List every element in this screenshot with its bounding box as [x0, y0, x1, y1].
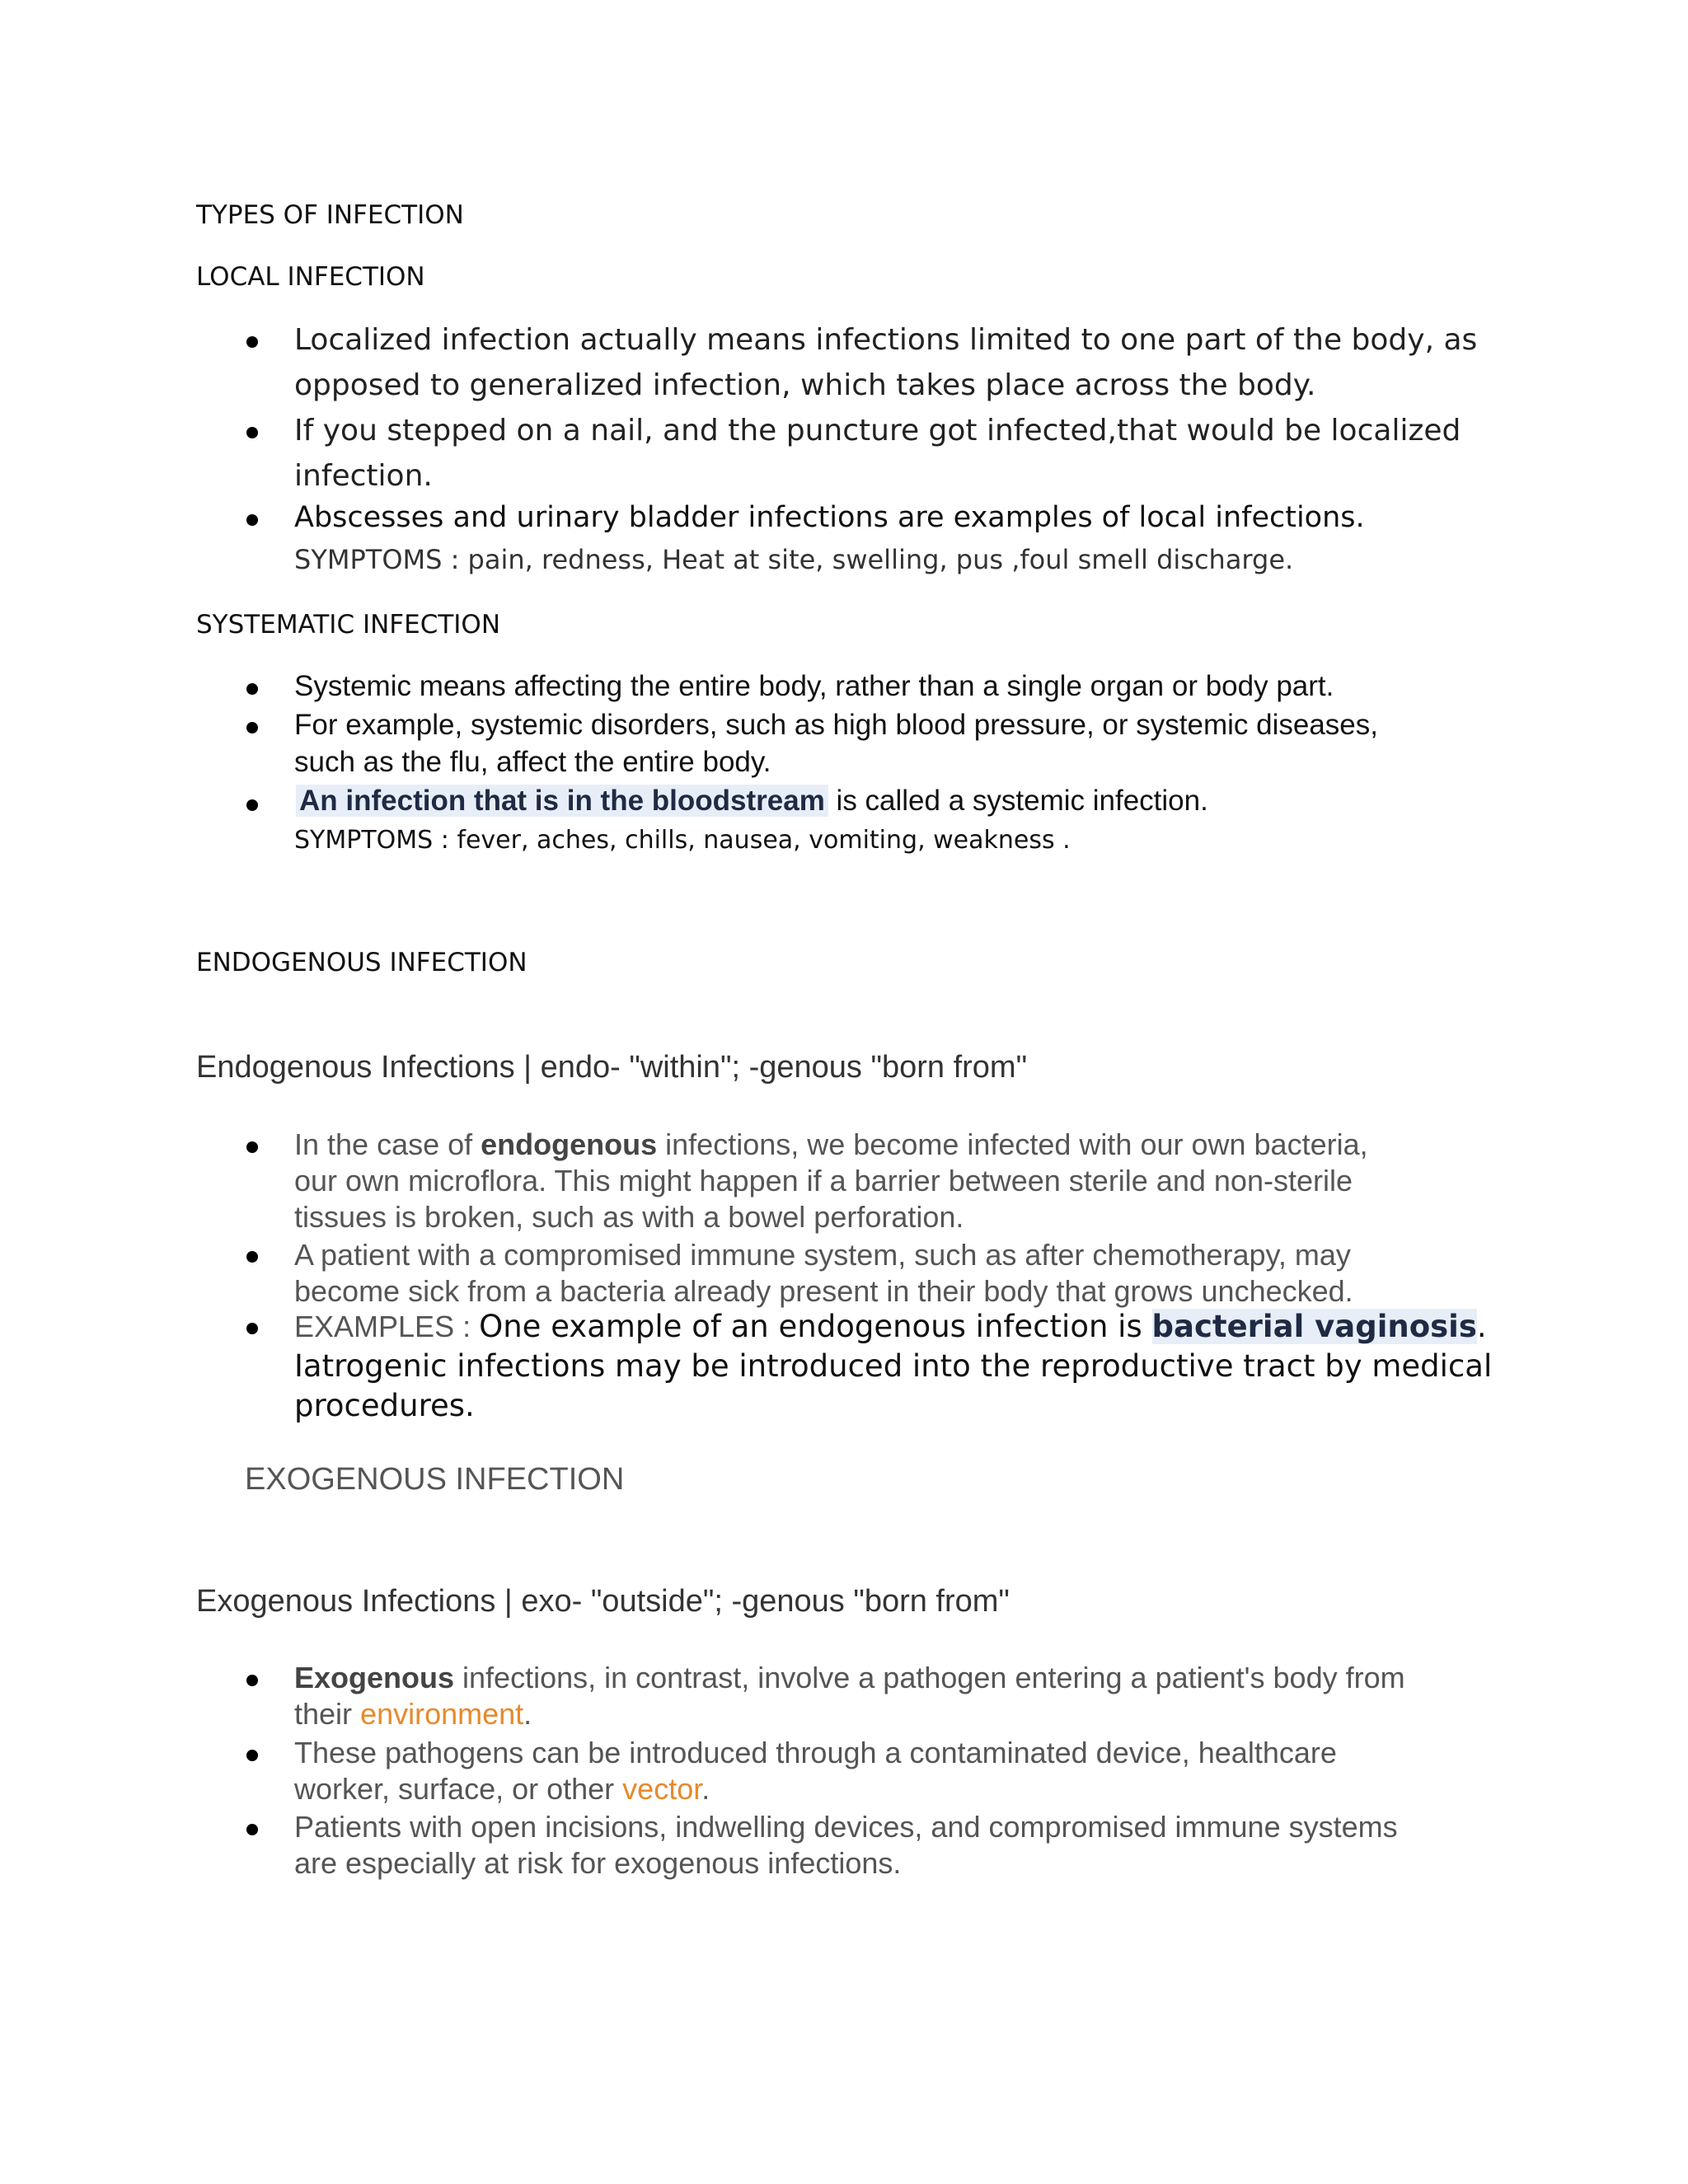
exogenous-bullet-2-line-1: These pathogens can be introduced through a contaminated device, healthcare: [294, 1736, 1337, 1769]
bullet-dot: [246, 1750, 258, 1761]
endogenous-title: Endogenous Infections | endo- "within"; -genous "born from": [196, 1050, 1028, 1085]
bullet-dot: [246, 427, 258, 438]
exogenous-title: Exogenous Infections | exo- "outside"; -genous "born from": [196, 1584, 1010, 1619]
exogenous-bullet-3-line-2: are especially at risk for exogenous infections.: [294, 1846, 902, 1880]
local-bullet-2-line-1: If you stepped on a nail, and the puncture got infected,that would be localized: [294, 414, 1461, 448]
vector-link[interactable]: vector: [622, 1772, 702, 1806]
endogenous-bullet-1-line-3: tissues is broken, such as with a bowel perforation.: [294, 1200, 964, 1234]
exogenous-b1-post: infections, in contrast, involve a pathogen entering a patient's body from: [454, 1661, 1405, 1694]
exogenous-b1-l2-pre: their: [294, 1697, 361, 1731]
endogenous-b1-post: infections, we become infected with our own bacteria,: [657, 1127, 1368, 1161]
systematic-symptoms: SYMPTOMS : fever, aches, chills, nausea, vomiting, weakness .: [294, 826, 1071, 855]
bullet-dot: [246, 1251, 258, 1263]
exogenous-bullet-1-line-1: [294, 1661, 1405, 1695]
environment-link[interactable]: environment: [360, 1697, 524, 1731]
exogenous-b2-l2-pre: worker, surface, or other: [294, 1772, 623, 1806]
endogenous-bullet-3-line-3: procedures.: [294, 1388, 475, 1423]
local-symptoms: SYMPTOMS : pain, redness, Heat at site, swelling, pus ,foul smell discharge.: [294, 544, 1294, 575]
bullet-dot: [246, 514, 258, 526]
bloodstream-highlight: An infection that is in the bloodstream: [296, 785, 828, 817]
endogenous-bullet-1-line-1: [294, 1127, 1368, 1162]
local-bullet-3-line-1: Abscesses and urinary bladder infections are examples of local infections.: [294, 501, 1365, 534]
bullet-dot: [246, 336, 258, 348]
bullet-dot: [246, 683, 258, 695]
bacterial-vaginosis-highlight: bacterial vaginosis: [1151, 1309, 1477, 1344]
endogenous-b3-post: .: [1476, 1309, 1487, 1344]
bullet-dot: [246, 722, 258, 733]
exogenous-bullet-1-line-2: [294, 1697, 532, 1732]
local-bullet-1-line-2: opposed to generalized infection, which takes place across the body.: [294, 368, 1316, 402]
local-bullet-2-line-2: infection.: [294, 459, 433, 493]
endogenous-bullet-3-line-1: [294, 1309, 1487, 1344]
systematic-bullet-2-line-1: For example, systemic disorders, such as high blood pressure, or systemic diseases,: [294, 709, 1378, 741]
bullet-dot: [246, 1824, 258, 1835]
endogenous-b3-pre: One example of an endogenous infection is: [479, 1309, 1152, 1344]
endogenous-b1-pre: In the case of: [294, 1127, 481, 1161]
systematic-bullet-2-line-2: such as the flu, affect the entire body.: [294, 746, 771, 778]
exogenous-b1-bold: Exogenous: [294, 1661, 455, 1694]
bullet-dot: [246, 1323, 258, 1334]
systematic-bullet-1: Systemic means affecting the entire body, rather than a single organ or body part.: [294, 670, 1334, 702]
endogenous-bullet-3-line-2: Iatrogenic infections may be introduced into the reproductive tract by medical: [294, 1348, 1493, 1384]
exogenous-bullet-3-line-1: Patients with open incisions, indwelling devices, and compromised immune systems: [294, 1810, 1398, 1844]
bullet-dot: [246, 799, 258, 811]
systematic-bullet-3: [296, 785, 1208, 818]
endogenous-heading: ENDOGENOUS INFECTION: [196, 948, 528, 977]
systematic-heading: SYSTEMATIC INFECTION: [196, 610, 501, 640]
exogenous-b2-l2-post: .: [701, 1772, 710, 1806]
exogenous-b1-l2-post: .: [523, 1697, 532, 1731]
doc-title: TYPES OF INFECTION: [196, 200, 464, 230]
endogenous-b1-bold: endogenous: [481, 1127, 658, 1161]
exogenous-heading: EXOGENOUS INFECTION: [245, 1462, 625, 1497]
bullet-dot: [246, 1675, 258, 1686]
local-bullet-1-line-1: Localized infection actually means infections limited to one part of the body, as: [294, 323, 1478, 357]
systematic-bullet-3-rest: is called a systemic infection.: [828, 785, 1208, 817]
endogenous-bullet-2-line-2: become sick from a bacteria already present in their body that grows unchecked.: [294, 1274, 1353, 1308]
endogenous-bullet-2-line-1: A patient with a compromised immune system, such as after chemotherapy, may: [294, 1238, 1351, 1272]
examples-label: EXAMPLES :: [294, 1310, 480, 1343]
local-heading: LOCAL INFECTION: [196, 262, 425, 292]
exogenous-bullet-2-line-2: [294, 1772, 710, 1807]
bullet-dot: [246, 1141, 258, 1153]
endogenous-bullet-1-line-2: our own microflora. This might happen if a barrier between sterile and non-sterile: [294, 1164, 1353, 1197]
